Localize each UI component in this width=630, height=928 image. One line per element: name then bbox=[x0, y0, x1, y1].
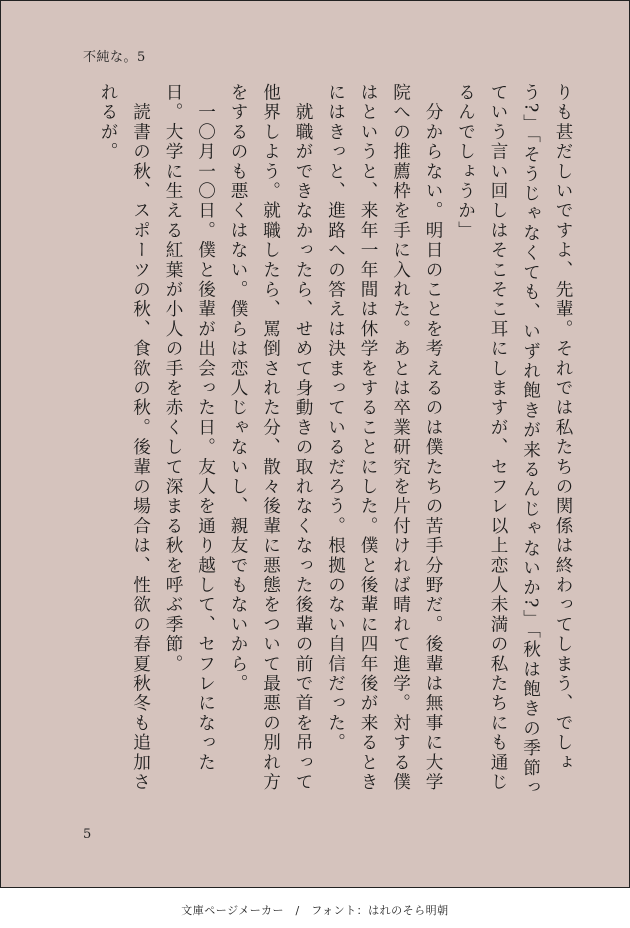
paragraph: 一〇月一〇日。僕と後輩が出会った日。友人を通り越して、セフレになった日。大学に生える紅葉が小人の手を赤くして深まる秋を呼ぶ季節。 bbox=[163, 83, 216, 773]
paragraph: 就職ができなかったら、せめて身動きの取れなくなった後輩の前で首を吊って他界しよう。就職したら、罵倒された分、散々後輩に悪態をついて最悪の別れ方をするのも悪くはない。僕らは恋人じゃないし、親友でもないから。 bbox=[228, 83, 313, 793]
paragraph: 読書の秋、スポーツの秋、食欲の秋。後輩の場合は、性欲の春夏秋冬も追加されるが。 bbox=[98, 83, 151, 793]
paragraph: 分からない。明日のことを考えるのは僕たちの苦手分野だ。後輩は無事に大学院への推薦枠を手に入れた。あとは卒業研究を片付ければ晴れて進学。対する僕はというと、来年一年間は休学をすることにした。僕と後輩に四年後が来るときにはきっと、進路への答えは決まっているだろう。根拠のない自信だった。 bbox=[325, 83, 443, 793]
running-header: 不純な。5 bbox=[83, 50, 146, 65]
paragraph: りも甚だしいですよ、先輩。それでは私たちの関係は終わってしまう、でしょう?」「そうじゃなくても、いずれ飽きが来るんじゃないか?」「秋は飽きの季節っていう言い回しはそこそこ耳にしますが、セフレ以上恋人未満の私たちにも通じるんでしょうか」 bbox=[455, 83, 573, 798]
page-number: 5 bbox=[83, 827, 92, 842]
vertical-text-block bbox=[51, 83, 579, 803]
footer-credit: 文庫ページメーカー / フォント：はれのそら明朝 bbox=[181, 904, 449, 917]
